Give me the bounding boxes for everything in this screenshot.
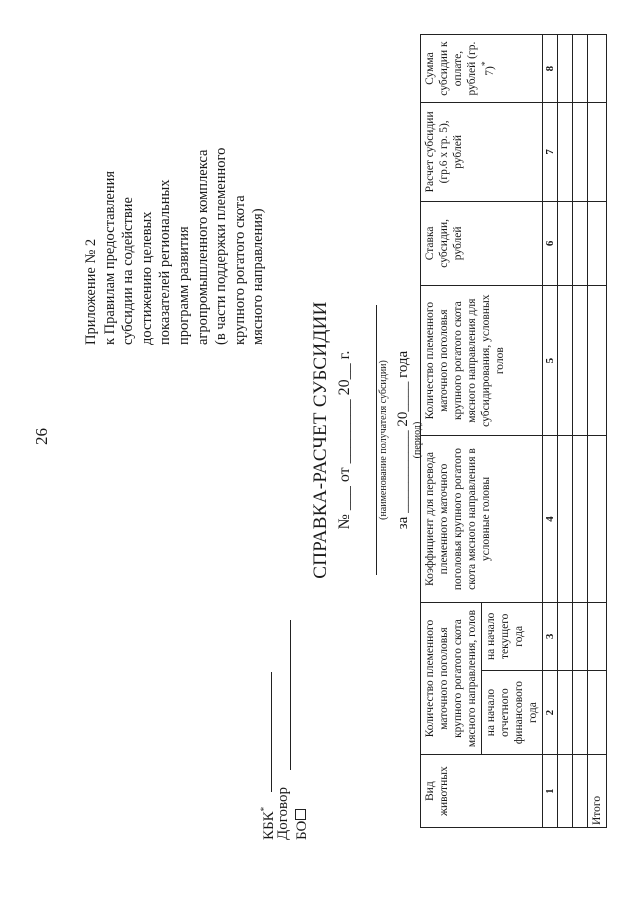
table-cell bbox=[573, 755, 588, 828]
subsidy-table bbox=[420, 34, 607, 828]
table-cell bbox=[573, 35, 588, 103]
appendix-line: субсидии на содействие bbox=[120, 197, 137, 345]
column-index: 6 bbox=[543, 201, 558, 285]
column-index: 4 bbox=[543, 436, 558, 603]
table-cell bbox=[588, 670, 607, 754]
column-index: 5 bbox=[543, 286, 558, 436]
document-number-line: № ___ от ________ 20__ г. bbox=[336, 350, 353, 530]
table-cell bbox=[588, 201, 607, 285]
appendix-line: крупного рогатого скота bbox=[231, 195, 248, 345]
table-cell bbox=[573, 201, 588, 285]
appendix-line: показателей региональных bbox=[157, 179, 174, 345]
table-cell bbox=[558, 602, 573, 670]
contract-fill-line bbox=[290, 620, 291, 770]
table-row bbox=[573, 35, 588, 828]
header-start-current-year: на начало текущего года bbox=[482, 602, 543, 670]
appendix-note bbox=[82, 25, 268, 345]
column-index: 8 bbox=[543, 35, 558, 103]
table-cell bbox=[558, 755, 573, 828]
contract-label: Договор bbox=[275, 787, 291, 840]
kbk-fill-line bbox=[271, 672, 272, 792]
appendix-line: к Правилам предоставления bbox=[101, 170, 118, 345]
header-subsidy-payable-text: Сумма субсидии к оплате, рублей (гр. 7) bbox=[424, 41, 496, 96]
header-start-reporting-year: на начало отчетного финансового года bbox=[482, 670, 543, 754]
table-cell bbox=[588, 602, 607, 670]
total-row bbox=[588, 35, 607, 828]
total-label: Итого bbox=[588, 755, 607, 828]
header-livestock-count: Количество племенного маточного поголовья крупного рогатого скота мясного направления, голов bbox=[421, 602, 482, 754]
header-subsidy-calculation: Расчет субсидии (гр.6 х гр. 5), рублей bbox=[421, 103, 543, 202]
table-cell bbox=[558, 201, 573, 285]
table-cell bbox=[558, 103, 573, 202]
header-subsidy-rate: Ставка субсидии, рублей bbox=[421, 201, 543, 285]
table-header-row bbox=[421, 35, 482, 828]
column-index: 1 bbox=[543, 755, 558, 828]
table-cell bbox=[573, 602, 588, 670]
period-caption: (период) bbox=[412, 421, 423, 459]
column-index: 2 bbox=[543, 670, 558, 754]
appendix-line: Приложение № 2 bbox=[83, 238, 99, 345]
header-conventional-heads: Количество племенного маточного поголовья крупного рогатого скота мясного направления для субсидирования, условных голов bbox=[421, 286, 543, 436]
table-cell bbox=[588, 436, 607, 603]
header-animal-type: Вид животных bbox=[421, 755, 543, 828]
kbk-row bbox=[255, 787, 277, 840]
kbk-label: КБК bbox=[261, 811, 277, 840]
table-cell bbox=[588, 103, 607, 202]
recipient-caption: (наименование получателя субсидии) bbox=[376, 305, 389, 575]
header-subsidy-payable bbox=[421, 35, 543, 103]
bo-checkbox bbox=[295, 809, 306, 820]
table-cell bbox=[573, 103, 588, 202]
appendix-line: мясного направления) bbox=[250, 208, 267, 345]
footnote-mark: * bbox=[480, 61, 491, 67]
column-index-row bbox=[543, 35, 558, 828]
table-cell bbox=[588, 286, 607, 436]
appendix-line: достижению целевых bbox=[138, 211, 155, 345]
table-cell bbox=[558, 35, 573, 103]
kbk-footnote-mark: * bbox=[259, 806, 269, 812]
document-title: СПРАВКА-РАСЧЕТ СУБСИДИИ bbox=[310, 301, 331, 579]
column-index: 3 bbox=[543, 602, 558, 670]
title-block bbox=[310, 275, 423, 605]
header-conversion-coefficient: Коэффициент для перевода племенного маточного поголовья крупного рогатого скота мясного направления в условные головы bbox=[421, 436, 543, 603]
table-cell bbox=[558, 670, 573, 754]
table-cell bbox=[573, 670, 588, 754]
table-cell bbox=[558, 436, 573, 603]
contract-row bbox=[274, 787, 293, 840]
table-cell bbox=[573, 286, 588, 436]
document-meta bbox=[255, 787, 312, 840]
table-cell bbox=[588, 35, 607, 103]
appendix-line: программ развития bbox=[175, 226, 192, 345]
appendix-line: агропромышленного комплекса bbox=[194, 149, 211, 345]
page-number: 26 bbox=[32, 428, 51, 445]
table-cell bbox=[558, 286, 573, 436]
bo-label: БО bbox=[294, 820, 310, 840]
period-line: за ___________ 20____ года bbox=[395, 350, 411, 530]
appendix-line: (в части поддержки племенного bbox=[213, 147, 230, 345]
bo-row bbox=[293, 787, 312, 840]
table-cell bbox=[573, 436, 588, 603]
table-row bbox=[558, 35, 573, 828]
column-index: 7 bbox=[543, 103, 558, 202]
